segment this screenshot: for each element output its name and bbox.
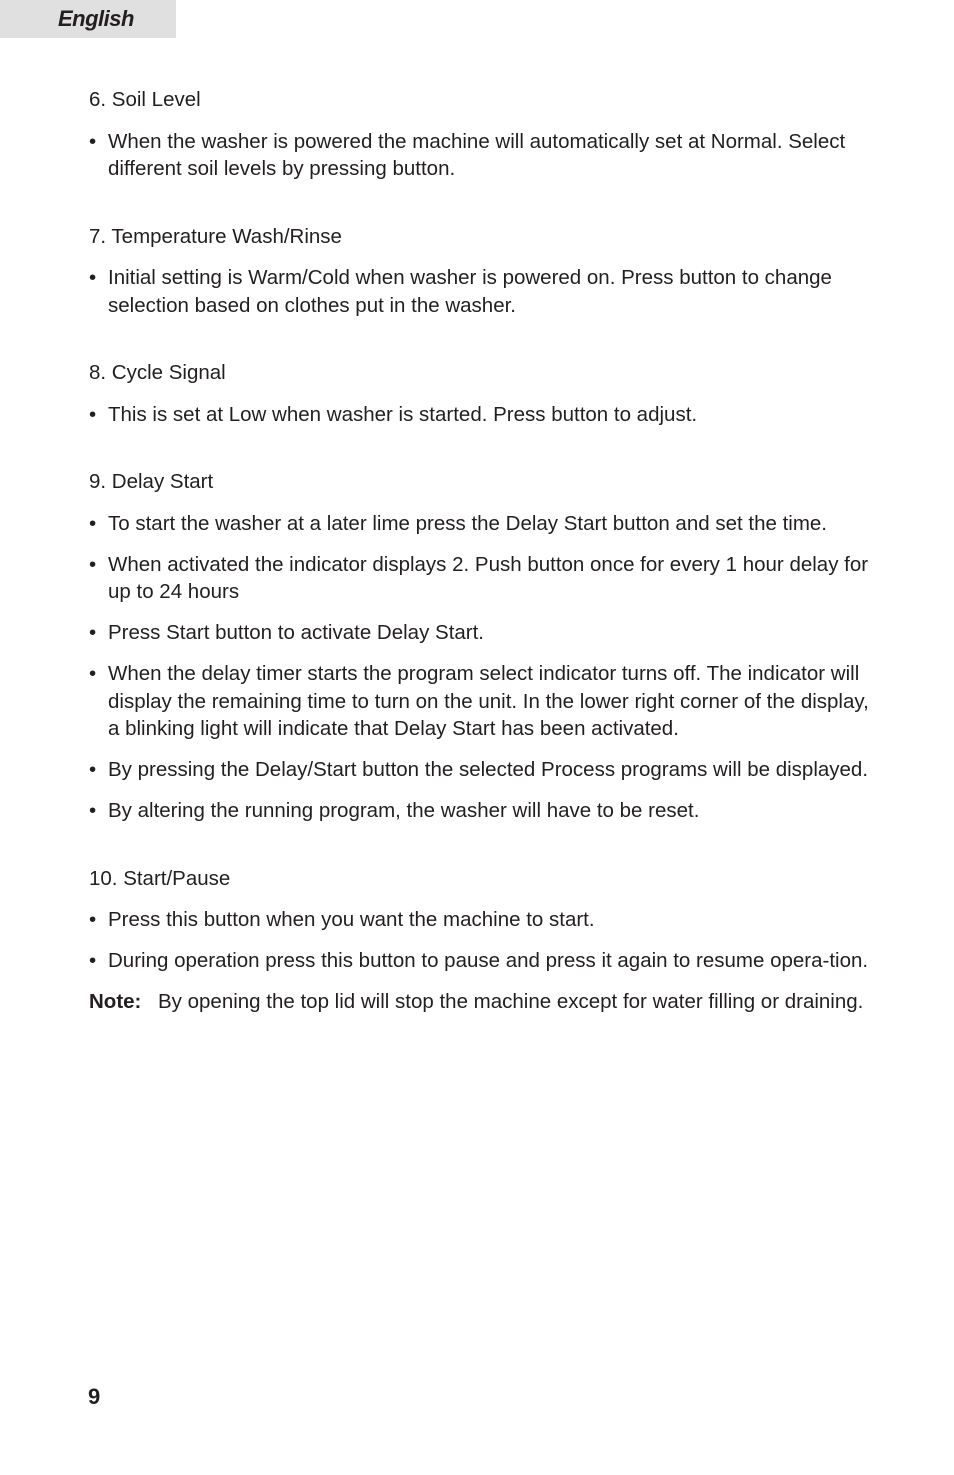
page-number: 9 (88, 1384, 101, 1409)
section-heading: 7. Temperature Wash/Rinse (89, 224, 342, 248)
bullet-list (89, 264, 869, 319)
bullet-item: • To start the washer at a later lime press the Delay Start button and set the time. (89, 510, 869, 538)
section-start-pause (89, 865, 869, 1016)
section-heading: 6. Soil Level (89, 88, 201, 111)
bullet-list (89, 128, 869, 183)
note-text: By opening the top lid will stop the machine except for water filling or draining. (158, 990, 864, 1013)
section-heading: 8. Cycle Signal (89, 361, 226, 384)
bullet-item: • When the washer is powered the machine will automatically set at Normal. Select different soil levels by pressing button. (89, 128, 869, 183)
language-tab: English (0, 0, 176, 38)
bullet-item: • Initial setting is Warm/Cold when washer is powered on. Press button to change selection based on clothes put in the washer. (89, 264, 869, 319)
note (89, 988, 869, 1016)
bullet-item: • By altering the running program, the washer will have to be reset. (89, 797, 869, 825)
bullet-item: • During operation press this button to pause and press it again to resume opera-tion. (89, 947, 869, 975)
bullet-list (89, 401, 869, 429)
section-cycle-signal (89, 359, 869, 428)
section-heading: 9. Delay Start (89, 470, 214, 493)
bullet-item: • This is set at Low when washer is started. Press button to adjust. (89, 401, 869, 429)
section-temperature (89, 223, 869, 320)
bullet-item: • Press Start button to activate Delay Start. (89, 619, 869, 647)
section-delay-start (89, 468, 869, 825)
manual-content (89, 86, 869, 1016)
bullet-item: • When activated the indicator displays 2. Push button once for every 1 hour delay for up to 24 hours (89, 551, 869, 606)
bullet-list (89, 906, 869, 975)
section-heading: 10. Start/Pause (89, 866, 231, 890)
bullet-item: • By pressing the Delay/Start button the selected Process programs will be displayed. (89, 756, 869, 784)
bullet-item: • Press this button when you want the machine to start. (89, 906, 869, 934)
bullet-list (89, 510, 869, 825)
section-soil-level (89, 86, 869, 183)
bullet-item: • When the delay timer starts the program select indicator turns off. The indicator will display the remaining time to turn on the unit. In the lower right corner of the display, a blinking light will indicate that Delay Start has been activated. (89, 660, 869, 743)
note-label: Note: (89, 990, 142, 1013)
